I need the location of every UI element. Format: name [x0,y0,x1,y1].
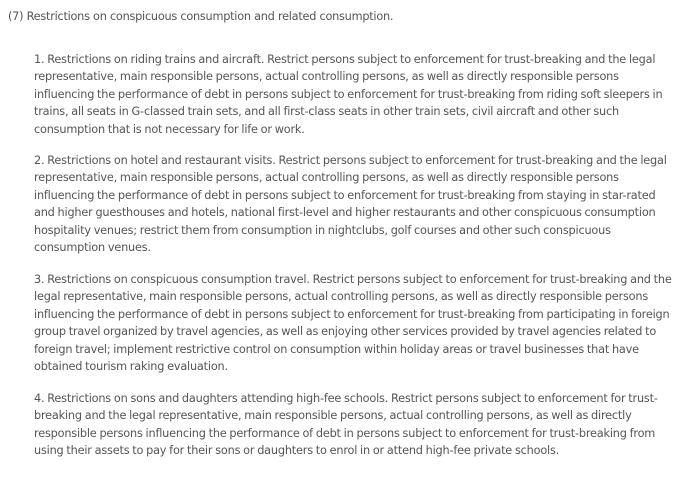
restriction-paragraph-2: 2. Restrictions on hotel and restaurant visits. Restrict persons subject to enforcement for trust-breaking and the legal representative, main responsible persons, actual controlling persons, as well as directly responsible persons influencing the performance of debt in persons subject to enforcement for trust-breaking from staying in star-rated and higher guesthouses and hotels, national first-level and higher restaurants and other conspicuous consumption hospitality venues; restrict them from consumption in nightclubs, golf courses and other such conspicuous consumption venues. [34,154,667,255]
restriction-paragraph-1: 1. Restrictions on riding trains and aircraft. Restrict persons subject to enforcement for trust-breaking and the legal representative, main responsible persons, actual controlling persons, as well as directly responsible persons influencing the performance of debt in persons subject to enforcement for trust-breaking from riding soft sleepers in trains, all seats in G-classed train sets, and all first-class seats in other train sets, civil aircraft and other such consumption that is not necessary for life or work. [34,53,663,136]
section-heading: (7) Restrictions on conspicuous consumption and related consumption. [8,10,394,23]
restriction-paragraph-4: 4. Restrictions on sons and daughters attending high-fee schools. Restrict persons subject to enforcement for trust-breaking and the legal representative, main responsible persons, actual controlling persons, as well as directly responsible persons influencing the performance of debt in persons subject to enforcement for trust-breaking from using their assets to pay for their sons or daughters to enrol in or attend high-fee private schools. [34,392,658,458]
restriction-paragraph-3: 3. Restrictions on conspicuous consumption travel. Restrict persons subject to enforcement for trust-breaking and the legal representative, main responsible persons, actual controlling persons, as well as directly responsible persons influencing the performance of debt in persons subject to enforcement for trust-breaking from participating in foreign group travel organized by travel agencies, as well as enjoying other services provided by travel agencies related to foreign travel; implement restrictive control on consumption within holiday areas or travel businesses that have obtained tourism raking evaluation. [34,273,672,374]
